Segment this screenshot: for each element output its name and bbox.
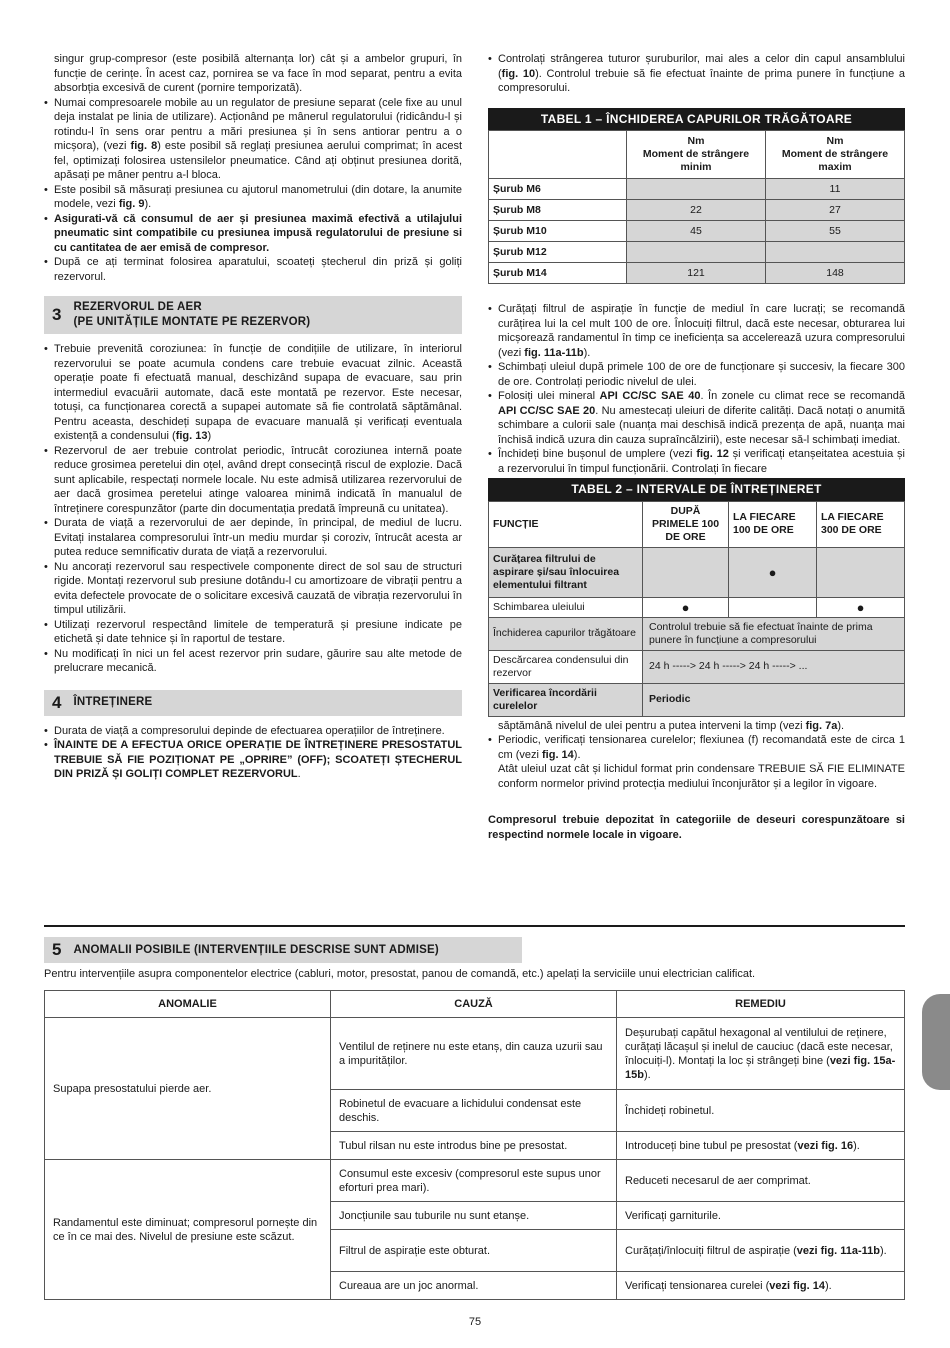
header-max: Nm Moment de strângere maxim [766, 131, 905, 179]
table-row: Randamentul este diminuat; compresorul pornește din ce în ce mai des. Nivelul de presiune este scăzut. Consumul este excesiv (compresorul este supus unor eforturi prea mari). Reduceti necesarul de aer comprimat. [45, 1160, 905, 1202]
table-row: Robinetul de evacuare a lichidului condensat este deschis. Închideți robinetul. [45, 1090, 905, 1132]
intro-list [44, 52, 462, 284]
mark-dot: ● [643, 597, 729, 617]
table-row: Șurub M8 22 27 [489, 200, 905, 221]
list-item-warning: • Asigurati-vă că consumul de aer și presiunea maximă efectivă a utilajului pneumatic sint compatibile cu presiunea impusă regulatorului de presiune si cu cantitatea de aer emisă de compresor. [44, 212, 462, 256]
list-item: • Rezervorul de aer trebuie controlat periodic, întrucât coroziunea internă poate reduce grosimea peretelui din oțel, având drept consecință riscul de explozie. Dacă sunt aplicabile, respectați normele locale. Nu este admisă utilizarea rezervorului de aer dacă grosimea peretelui atinge valoarea minimă indicată în manualul de întreținere corespunzător (parte din documentația predată împreună cu unitatea). [44, 444, 462, 517]
table-row: Șurub M10 45 55 [489, 221, 905, 242]
list-item: • Periodic, verificați tensionarea curelelor; flexiunea (f) recomandată este de circa 1 cm (vezi fig. 14). [488, 733, 905, 762]
section-number: 4 [52, 692, 62, 712]
list-item: • Folosiți ulei mineral API CC/SC SAE 40. În zonele cu climat rece se recomandă API CC/SC SAE 20. Nu amestecați uleiuri de diferite calități. Dacă notați o anumită schimbare a culorii sale (nuanța mai deschisă indică prezența de apă, nuanța mai închisă indică uzura din cauza supraîncălzirii), este necesar să-l schimbați imediat. [488, 389, 905, 447]
divider [44, 925, 905, 927]
table-row: Șurub M14 121 148 [489, 263, 905, 284]
table-row: Joncțiunile sau tuburile nu sunt etanșe. Verificați garniturile. [45, 1202, 905, 1230]
section-4-header [44, 690, 462, 716]
table-row: Șurub M12 [489, 242, 905, 263]
table-header-row: FUNCȚIE DUPĂ PRIMELE 100 DE ORE LA FIECARE 100 DE ORE LA FIECARE 300 DE ORE [489, 501, 905, 547]
troubleshooting-table [44, 990, 905, 1300]
table-row: Curățarea filtrului de aspirare și/sau înlocuirea elementului filtrant ● [489, 547, 905, 597]
right-column [488, 52, 905, 842]
anomaly-cell: Supapa presostatului pierde aer. [45, 1018, 331, 1160]
section-title: ANOMALII POSIBILE (INTERVENȚIILE DESCRISE SUNT ADMISE) [73, 943, 439, 956]
table-title: TABEL 2 – INTERVALE DE ÎNTREȚINERET [488, 478, 905, 501]
section-number: 3 [52, 305, 62, 324]
storage-note: Compresorul trebuie depozitat în categoriile de deseuri corespunzătoare si respectind normele locale in vigoare. [488, 814, 905, 841]
table-row: Închiderea capurilor trăgătoare Controlul trebuie să fie efectuat înainte de prima punere în funcțiune a compresorului [489, 617, 905, 650]
section-5-header-wrap [44, 937, 522, 963]
list-item: • După ce ați terminat folosirea aparatului, scoateți ștecherul din priză și goliți rezervorul. [44, 255, 462, 284]
anomaly-cell: Randamentul este diminuat; compresorul pornește din ce în ce mai des. Nivelul de presiune este scăzut. [45, 1160, 331, 1300]
list-item: • Controlați strângerea tuturor șuruburilor, mai ales a celor din capul ansamblului (fig. 10). Controlul trebuie să fie efectuat înainte de prima punere în funcțiune a compresorului. [488, 52, 905, 96]
list-item: singur grup-compresor (este posibilă alternanța lor) cât și a ambelor grupuri, în funcție de cerințe. În acest caz, pornirea se va face în mod separat, pentru a evita absorbția excesivă de curent (pornire temporizată). [54, 53, 462, 94]
maintenance-list-b [488, 733, 905, 762]
table-row: Filtrul de aspirație este obturat. Curățați/înlocuiți filtrul de aspirație (vezi fig. 11a-11b). [45, 1230, 905, 1272]
list-item: • Numai compresoarele mobile au un regulator de presiune separat (cele fixe au unul deja instalat pe linia de utilizare). Acționând pe mânerul regulatorului (ridicându-l și rotindu-l în sens orar pentru a mări presiunea și în sens antiorar pentru a o micșora), (vezi fig. 8) este posibil să reglați presiunea aerului comprimat; în acest fel, optimizați folosirea ustensilelor pneumatice. Când ați obținut presiunea dorită, apăsați pe mâner pentru a-l bloca. [44, 96, 462, 183]
table-row: Cureaua are un joc anormal. Verificați tensionarea curelei (vezi fig. 14). [45, 1272, 905, 1300]
continued-text: săptămână nivelul de ulei pentru a putea interveni la timp (vezi fig. 7a). [498, 719, 845, 732]
list-item: • Trebuie prevenită coroziunea: în funcție de condițiile de utilizare, în interiorul rezervorului se poate acumula condens care trebuie evacuat zilnic. Această operație poate fi efectuată manual, deschizând supapa de evacuare, sau prin intermediul evacuării automate, dacă este montată pe rezervor. Este necesar, totuși, ca funcționarea corectă a supapei automate să fie controlată săptămânal. Pentru aceasta, deschideți supapa de evacuare manuală și verificați eventuala existență a condensului (fig. 13) [44, 342, 462, 444]
maintenance-list-a [488, 302, 905, 476]
list-item: • Durata de viață a compresorului depinde de efectuarea operațiilor de întreținere. [44, 724, 462, 739]
section-4-list [44, 724, 462, 782]
section-title: ÎNTREȚINERE [73, 696, 153, 708]
list-item-warning: • ÎNAINTE DE A EFECTUA ORICE OPERAȚIE DE ÎNTREȚINERE PRESOSTATUL TREBUIE SĂ FIE POZIȚIONAT PE „OPRIRE” (OFF); SCOATEȚI ȘTECHERUL DIN PRIZĂ ȘI GOLIȚI COMPLET REZERVORUL. [44, 738, 462, 782]
language-tab [922, 994, 950, 1090]
list-item: • Nu ancorați rezervorul sau respectivele componente direct de sol sau de structuri rigide. Montați rezervorul sub presiune dotându-l cu amortizoare de vibrații pentru a evita defectele provocate de o solicitare excesivă cauzată de vibrația rezervorului în timpul utilizării. [44, 560, 462, 618]
left-column [44, 52, 462, 782]
list-item: • Este posibil să măsurați presiunea cu ajutorul manometrului (din dotare, la anumite modele, vezi fig. 9). [44, 183, 462, 212]
section-3-header [44, 296, 462, 334]
torque-table [488, 130, 905, 284]
header-min: Nm Moment de strângere minim [627, 131, 766, 179]
list-item: • Schimbați uleiul după primele 100 de ore de funcționare și succesiv, la fiecare 300 de ore. Controlați periodic nivelul de ulei. [488, 360, 905, 389]
section-5-header [44, 937, 522, 963]
mark-dot: ● [816, 597, 904, 617]
mark-dot: ● [729, 547, 817, 597]
table-row: Supapa presostatului pierde aer. Ventilul de reținere nu este etanș, din cauza uzurii sau a impurităților. Deșurubați capătul hexagonal al ventilului de reținere, curățați lăcașul și inelul de cauciuc (dacă este necesar, înlocuiți-l). Montați la loc și strângeți bine (vezi fig. 15a-15b). [45, 1018, 905, 1090]
waste-note: Atât uleiul uzat cât și lichidul format prin condensare TREBUIE SĂ FIE ELIMINATE conform normelor privind protecția mediului înconjurător și a legilor în vigoare. [498, 763, 905, 790]
table-header-row: ANOMALIE CAUZĂ REMEDIU [45, 991, 905, 1018]
table-row: Șurub M6 11 [489, 179, 905, 200]
maintenance-intervals-table [488, 501, 905, 717]
table-row: Descărcarea condensului din rezervor 24 h -----> 24 h -----> 24 h -----> ... [489, 650, 905, 683]
section-5-intro: Pentru intervențiile asupra componentelor electrice (cabluri, motor, presostat, panou de comandă, etc.) apelați la serviciile unui electrician calificat. [44, 968, 756, 980]
table-header-row [489, 131, 905, 179]
list-item: • Utilizați rezervorul respectând limitele de temperatură și presiune indicate pe etichetă și date tehnice și în raportul de testare. [44, 618, 462, 647]
list-item: • Închideți bine bușonul de umplere (vezi fig. 12 și verificați etanșeitatea acestuia și a rezervorului în timpul funcționării. Controlați în fiecare [488, 447, 905, 476]
table-row: Verificarea încordării curelelor Periodic [489, 683, 905, 716]
list-item: • Nu modificați în nici un fel acest rezervor prin sudare, găurire sau alte metode de prelucrare mecanică. [44, 647, 462, 676]
section-title: REZERVORUL DE AER (PE UNITĂȚILE MONTATE PE REZERVOR) [73, 301, 311, 328]
list-item: • Durata de viață a rezervorului de aer depinde, în principal, de mediul de lucru. Evitați instalarea compresorului într-un mediu murdar și coroziv, întrucât acesta ar putea reduce semnificativ durata de viață a rezervorului. [44, 516, 462, 560]
table-1 [488, 108, 905, 285]
table-2 [488, 478, 905, 717]
table-row: Tubul rilsan nu este introdus bine pe presostat. Introduceți bine tubul pe presostat (vezi fig. 16). [45, 1132, 905, 1160]
list-item: • Curățați filtrul de aspirație în funcție de mediul în care lucrați; se recomandă curățirea lui la cel mult 100 de ore. Înlocuiți filtrul, dacă este necesar, obturarea lui micșorează randamentul în timp ce ineficiența sa accelerează uzura compresorului (vezi fig. 11a-11b). [488, 302, 905, 360]
table-title: TABEL 1 – ÎNCHIDEREA CAPURILOR TRĂGĂTOARE [488, 108, 905, 131]
page-number: 75 [468, 1316, 482, 1328]
table-row: Schimbarea uleiului ● ● [489, 597, 905, 617]
section-number: 5 [52, 940, 62, 959]
right-intro-list [488, 52, 905, 96]
section-3-list [44, 342, 462, 676]
